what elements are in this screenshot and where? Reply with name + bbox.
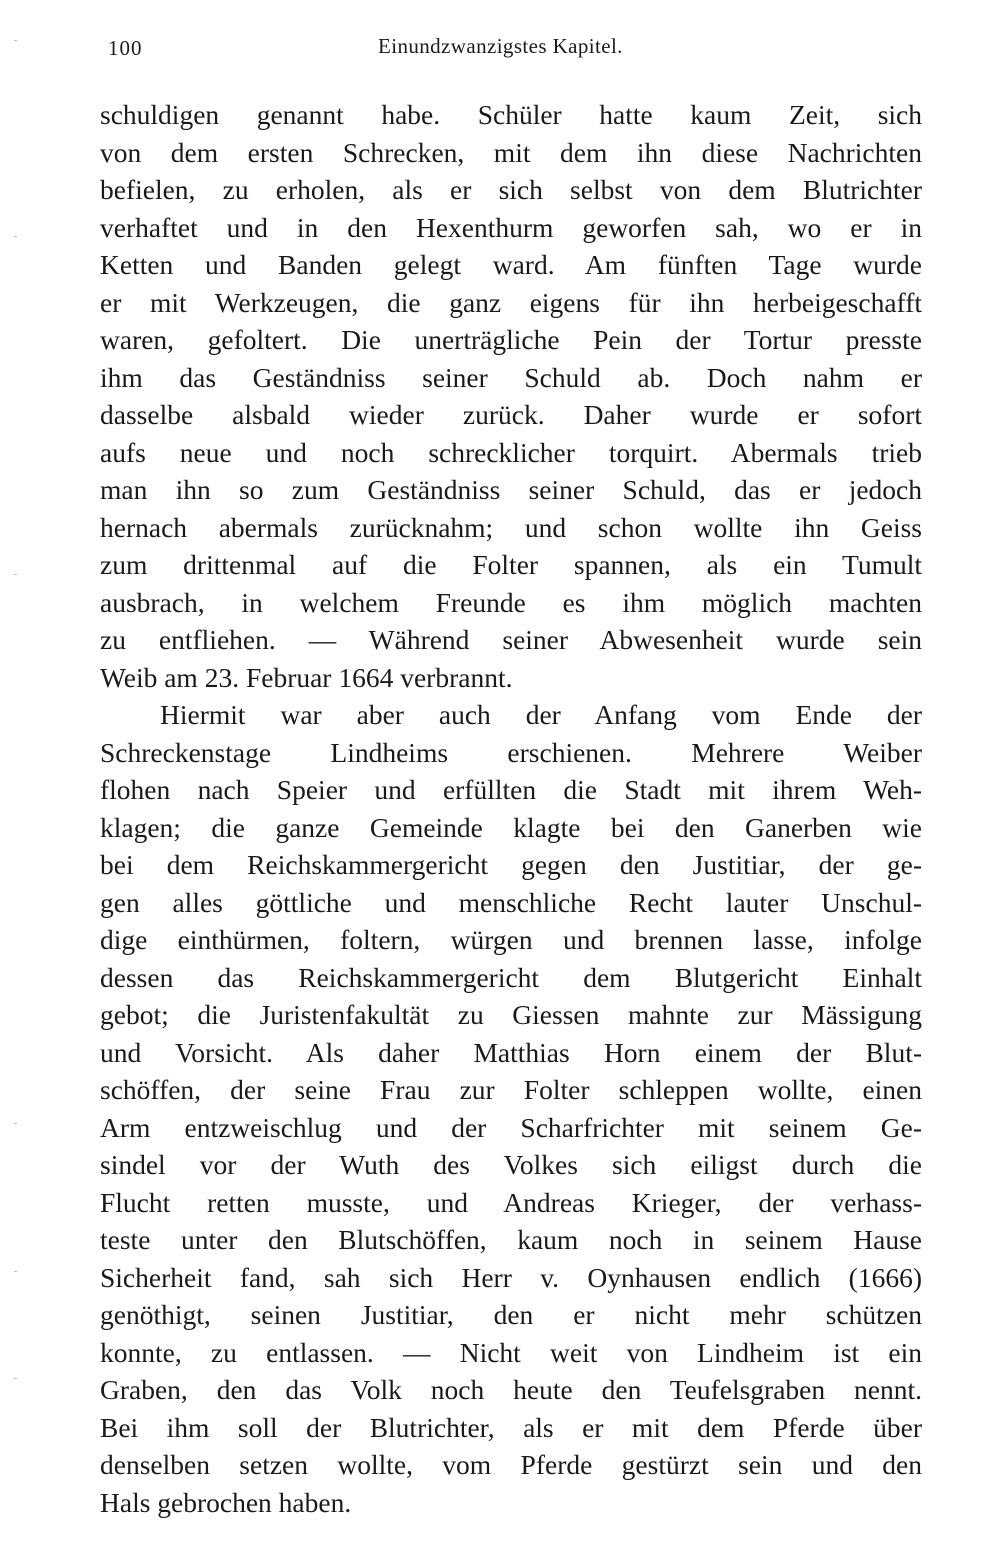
text-line: waren, gefoltert. Die unerträgliche Pein der Tortur presste xyxy=(100,324,922,355)
text-line: gen alles göttliche und menschliche Recht lauter Unschul- xyxy=(100,886,922,918)
text-line: ausbrach, in welchem Freunde es ihm möglich machten xyxy=(100,586,922,618)
scan-margin-mark xyxy=(14,236,17,237)
text-line: dasselbe alsbald wieder zurück. Daher wurde er sofort xyxy=(100,399,922,430)
text-line: flohen nach Speier und erfüllten die Stadt mit ihrem Weh- xyxy=(100,774,922,805)
text-line: Bei ihm soll der Blutrichter, als er mit dem Pferde über xyxy=(100,1411,922,1443)
text-line: man ihn so zum Geständniss seiner Schuld, das er jedoch xyxy=(100,474,922,505)
text-line: bei dem Reichskammergericht gegen den Justitiar, der ge- xyxy=(100,849,922,880)
text-line: Weib am 23. Februar 1664 verbrannt. xyxy=(100,661,513,693)
text-line: Flucht retten musste, und Andreas Krieger, der verhass- xyxy=(100,1186,922,1218)
paragraph-1 xyxy=(100,96,922,696)
running-head xyxy=(0,30,1000,66)
text-line: von dem ersten Schrecken, mit dem ihn diese Nachrichten xyxy=(100,136,922,168)
text-line: klagen; die ganze Gemeinde klagte bei den Ganerben wie xyxy=(100,811,922,843)
text-line: befielen, zu erholen, als er sich selbst von dem Blutrichter xyxy=(100,174,922,205)
scan-margin-mark xyxy=(14,1378,17,1379)
text-line: teste unter den Blutschöffen, kaum noch in seinem Hause xyxy=(100,1224,922,1255)
body-text xyxy=(100,96,922,1521)
text-line: schöffen, der seine Frau zur Folter schleppen wollte, einen xyxy=(100,1074,922,1105)
text-line: schuldigen genannt habe. Schüler hatte kaum Zeit, sich xyxy=(100,99,922,130)
text-line: Schreckenstage Lindheims erschienen. Mehrere Weiber xyxy=(100,736,922,768)
text-line: Graben, den das Volk noch heute den Teufelsgraben nennt. xyxy=(100,1374,922,1405)
chapter-title: Einundzwanzigstes Kapitel. xyxy=(378,34,623,58)
text-line: verhaftet und in den Hexenthurm geworfen sah, wo er in xyxy=(100,211,922,243)
scan-margin-mark xyxy=(14,40,17,41)
text-line: aufs neue und noch schrecklicher torquirt. Abermals trieb xyxy=(100,436,922,468)
paragraph-2 xyxy=(100,696,922,1521)
text-line: ihm das Geständniss seiner Schuld ab. Doch nahm er xyxy=(100,361,922,393)
scan-margin-mark xyxy=(14,1271,17,1272)
text-line: gebot; die Juristenfakultät zu Giessen mahnte zur Mässigung xyxy=(100,999,922,1030)
text-line: Sicherheit fand, sah sich Herr v. Oynhausen endlich (1666) xyxy=(100,1261,922,1293)
text-line: er mit Werkzeugen, die ganz eigens für ihn herbeigeschafft xyxy=(100,286,922,318)
page-number: 100 xyxy=(108,36,143,60)
text-line: zu entfliehen. — Während seiner Abwesenheit wurde sein xyxy=(100,624,922,655)
text-line: dessen das Reichskammergericht dem Blutgericht Einhalt xyxy=(100,961,922,993)
text-line: konnte, zu entlassen. — Nicht weit von Lindheim ist ein xyxy=(100,1336,922,1368)
text-line: Ketten und Banden gelegt ward. Am fünften Tage wurde xyxy=(100,249,922,280)
text-line: denselben setzen wollte, vom Pferde gestürzt sein und den xyxy=(100,1449,922,1480)
text-line: sindel vor der Wuth des Volkes sich eiligst durch die xyxy=(100,1149,922,1180)
scan-margin-mark xyxy=(14,1123,17,1124)
scan-margin-mark xyxy=(14,574,17,575)
text-line: dige einthürmen, foltern, würgen und brennen lasse, infolge xyxy=(100,924,922,955)
text-line: und Vorsicht. Als daher Matthias Horn einem der Blut- xyxy=(100,1036,922,1068)
text-line: genöthigt, seinen Justitiar, den er nicht mehr schützen xyxy=(100,1299,922,1330)
text-line: zum drittenmal auf die Folter spannen, als ein Tumult xyxy=(100,549,922,580)
text-line: Arm entzweischlug und der Scharfrichter mit seinem Ge- xyxy=(100,1111,922,1143)
text-line: Hals gebrochen haben. xyxy=(100,1486,352,1518)
text-line: hernach abermals zurücknahm; und schon wollte ihn Geiss xyxy=(100,511,922,543)
text-line: Hiermit war aber auch der Anfang vom Ende der xyxy=(160,699,922,730)
